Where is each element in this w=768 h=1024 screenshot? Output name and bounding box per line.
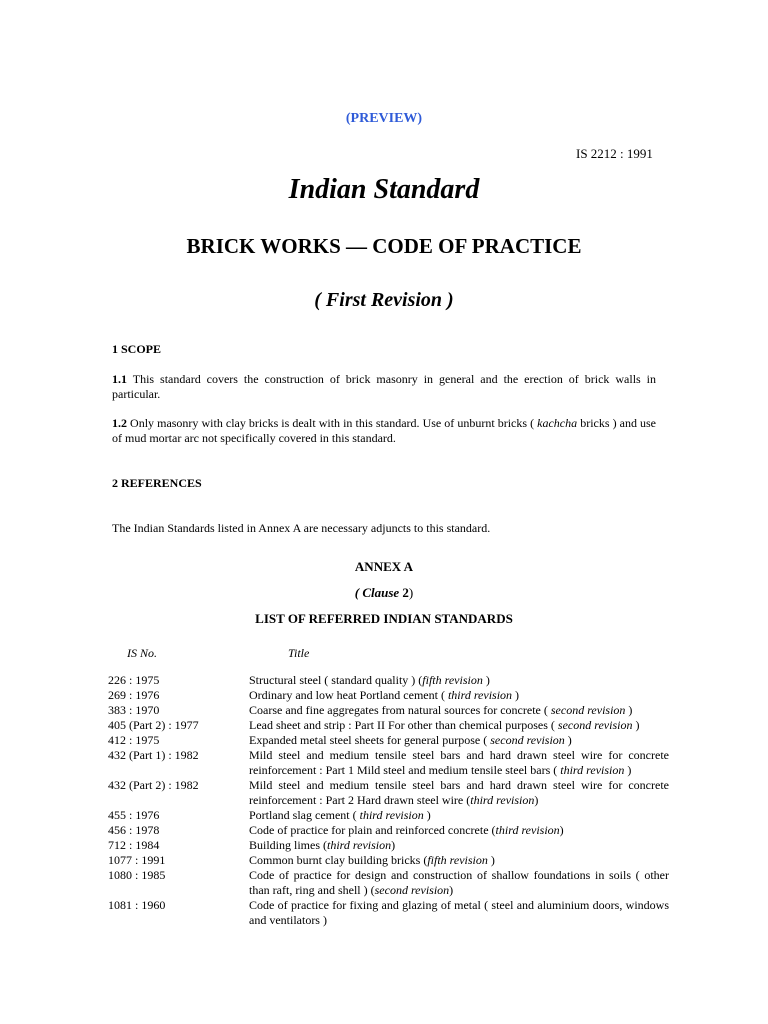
- standard-title-end: ): [625, 703, 633, 717]
- preview-label: (PREVIEW): [345, 111, 423, 126]
- standard-title-end: ): [391, 838, 396, 852]
- table-row: [108, 688, 672, 703]
- standard-title-cell: [249, 853, 669, 868]
- standard-number-cell: 455 : 1976: [108, 808, 160, 822]
- standard-number-cell: 456 : 1978: [108, 823, 160, 837]
- standard-title-cell: [249, 823, 669, 838]
- standard-title-end: ): [449, 883, 454, 897]
- revision-note: second revision: [550, 703, 626, 717]
- standard-title-cell: [249, 673, 669, 688]
- standard-title-cell: [249, 838, 669, 853]
- scope-heading: 1 SCOPE: [112, 342, 162, 356]
- standard-title-end: ): [559, 823, 564, 837]
- table-row: [108, 673, 672, 688]
- clause-ref-number: 2: [402, 585, 409, 600]
- standard-number-cell: 432 (Part 2) : 1982: [108, 778, 199, 792]
- standard-number-cell: 269 : 1976: [108, 688, 160, 702]
- standard-title-cell: [249, 808, 669, 823]
- standard-title-end: ): [512, 688, 520, 702]
- revision-note: third revision: [470, 793, 535, 807]
- standard-title-text: Mild steel and medium tensile steel bars and hard drawn steel wire for concrete reinforcement : Part 1 Mild steel and medium tensile steel bars (: [249, 748, 669, 777]
- table-row: [108, 898, 672, 928]
- standard-number-cell: 383 : 1970: [108, 703, 160, 717]
- column-header-is-no: IS No.: [127, 646, 157, 660]
- standard-number-cell: 1080 : 1985: [108, 868, 166, 882]
- clause-ref-label: ( Clause: [354, 585, 403, 600]
- standard-number-cell: 712 : 1984: [108, 838, 160, 852]
- standard-title-text: Structural steel ( standard quality ) (: [249, 673, 423, 687]
- table-row: [108, 778, 672, 808]
- standard-title-text: Building limes (: [249, 838, 327, 852]
- standard-title-text: Lead sheet and strip : Part II For other than chemical purposes (: [249, 718, 558, 732]
- standard-title-cell: [249, 733, 669, 748]
- document-series-title: Indian Standard: [288, 174, 480, 205]
- standard-title-text: Ordinary and low heat Portland cement (: [249, 688, 448, 702]
- standard-number-cell: 412 : 1975: [108, 733, 160, 747]
- standard-title-cell: [249, 703, 669, 718]
- standard-title-end: ): [564, 733, 572, 747]
- revision-note: third revision: [359, 808, 424, 822]
- standard-title-end: ): [487, 853, 495, 867]
- standard-number-cell: 405 (Part 2) : 1977: [108, 718, 199, 732]
- document-heading: BRICK WORKS — CODE OF PRACTICE: [186, 234, 582, 258]
- standard-title-text: Code of practice for fixing and glazing of metal ( steel and aluminium doors, windows and ventilators ): [249, 898, 669, 927]
- referred-standards-table: [108, 673, 672, 928]
- standard-number-cell: 226 : 1975: [108, 673, 160, 687]
- table-row: [108, 748, 672, 778]
- table-row: [108, 808, 672, 823]
- annex-title: ANNEX A: [354, 559, 414, 574]
- table-row: [108, 868, 672, 898]
- references-heading: 2 REFERENCES: [112, 476, 202, 490]
- column-header-title: Title: [288, 646, 310, 660]
- standard-number-cell: 1077 : 1991: [108, 853, 166, 867]
- standard-title-cell: [249, 868, 669, 898]
- table-row: [108, 733, 672, 748]
- standard-number-cell: 1081 : 1960: [108, 898, 166, 912]
- revision-note: third revision: [495, 823, 560, 837]
- standard-title-cell: [249, 688, 669, 703]
- standard-title-end: ): [624, 763, 632, 777]
- revision-note: second revision: [557, 718, 633, 732]
- standard-title-cell: [249, 748, 669, 778]
- standard-title-text: Portland slag cement (: [249, 808, 360, 822]
- standard-title-end: ): [534, 793, 539, 807]
- revision-note: third revision: [447, 688, 513, 702]
- revision-label: ( First Revision ): [314, 289, 454, 311]
- table-row: [108, 703, 672, 718]
- table-row: [108, 853, 672, 868]
- table-row: [108, 838, 672, 853]
- revision-note: second revision: [374, 883, 450, 897]
- clause-text: bricks ) and use of mud mortar arc not specifically covered in this standard.: [112, 416, 656, 445]
- table-row: [108, 718, 672, 733]
- revision-note: fifth revision: [422, 673, 483, 687]
- annex-clause: [0, 585, 768, 601]
- references-text: The Indian Standards listed in Annex A are necessary adjuncts to this standard.: [112, 521, 491, 535]
- clause-number: 1.2: [112, 416, 127, 430]
- clause-text: This standard covers the construction of brick masonry in general and the erection of brick walls in particular.: [112, 372, 656, 401]
- standard-title-end: ): [482, 673, 490, 687]
- standard-title-end: ): [423, 808, 431, 822]
- clause-text-italic: kachcha: [537, 416, 578, 430]
- standard-title-text: Mild steel and medium tensile steel bars and hard drawn steel wire for concrete reinforcement : Part 2 Hard drawn steel wire (: [249, 778, 669, 807]
- clause-text: Only masonry with clay bricks is dealt with in this standard. Use of unburnt bricks (: [127, 416, 538, 430]
- standard-title-text: Code of practice for design and construction of shallow foundations in soils ( other than raft, ring and shell ) (: [249, 868, 669, 897]
- standard-title-cell: [249, 898, 669, 928]
- table-row: [108, 823, 672, 838]
- standard-number: IS 2212 : 1991: [576, 146, 653, 161]
- revision-note: third revision: [560, 763, 625, 777]
- standard-title-text: Code of practice for plain and reinforced concrete (: [249, 823, 496, 837]
- standard-title-cell: [249, 778, 669, 808]
- clause-number: 1.1: [112, 372, 127, 386]
- clause-1-2: [112, 416, 656, 446]
- revision-note: second revision: [490, 733, 565, 747]
- standard-title-end: ): [632, 718, 640, 732]
- standard-title-text: Coarse and fine aggregates from natural sources for concrete (: [249, 703, 551, 717]
- clause-ref-close: ): [408, 585, 414, 600]
- revision-note: fifth revision: [427, 853, 488, 867]
- revision-note: third revision: [327, 838, 392, 852]
- standard-number-cell: 432 (Part 1) : 1982: [108, 748, 199, 762]
- standard-title-cell: [249, 718, 669, 733]
- annex-list-title: LIST OF REFERRED INDIAN STANDARDS: [255, 611, 513, 626]
- clause-1-1: [112, 372, 656, 402]
- standard-title-text: Common burnt clay building bricks (: [249, 853, 428, 867]
- standard-title-text: Expanded metal steel sheets for general purpose (: [249, 733, 491, 747]
